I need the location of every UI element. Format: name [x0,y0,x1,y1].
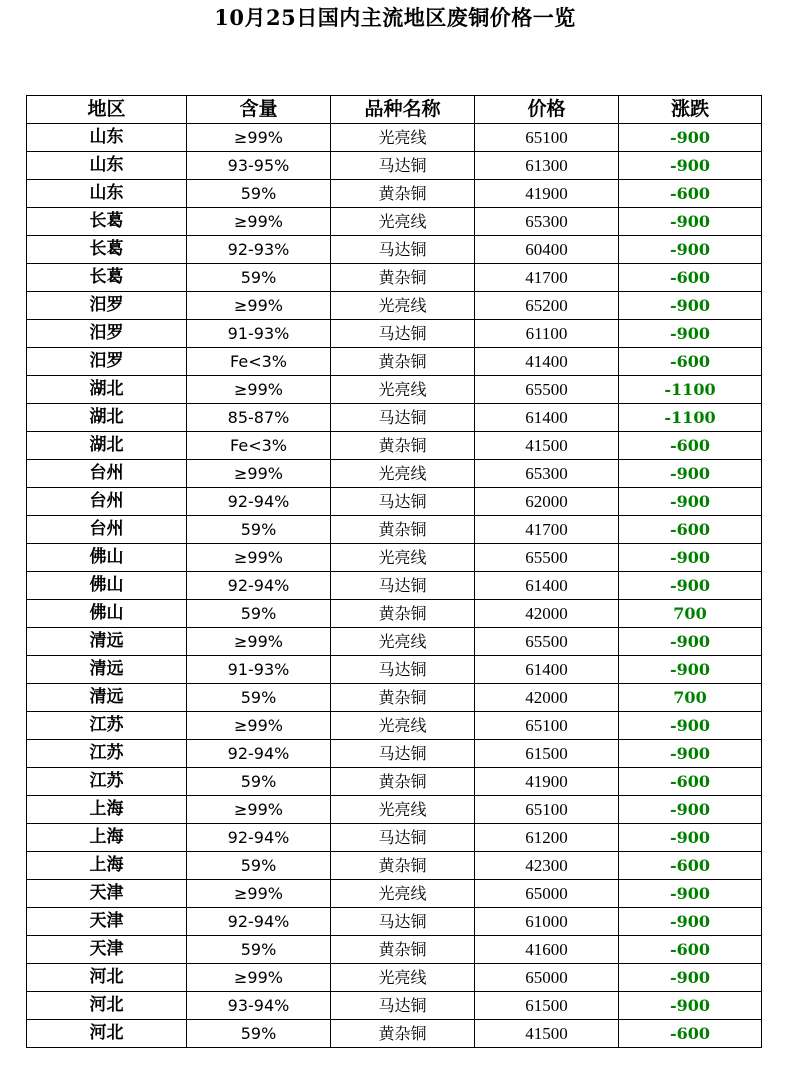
variety-cell: 光亮线 [331,376,475,404]
table-body [27,124,762,1048]
content-cell: 59% [187,600,331,628]
price-cell: 65500 [475,628,619,656]
price-cell: 65300 [475,208,619,236]
price-cell: 61500 [475,992,619,1020]
content-cell: ≥99% [187,544,331,572]
region-cell: 台州 [27,460,187,488]
region-cell: 山东 [27,152,187,180]
region-cell: 长葛 [27,236,187,264]
content-cell: ≥99% [187,292,331,320]
table-row [27,600,762,628]
header-change: 涨跌 [619,96,762,124]
variety-cell: 光亮线 [331,292,475,320]
table-row [27,488,762,516]
content-cell: 59% [187,852,331,880]
variety-cell: 黄杂铜 [331,936,475,964]
variety-cell: 马达铜 [331,656,475,684]
content-cell: 59% [187,516,331,544]
content-cell: ≥99% [187,712,331,740]
table-row [27,236,762,264]
variety-cell: 马达铜 [331,824,475,852]
region-cell: 山东 [27,180,187,208]
price-cell: 61400 [475,404,619,432]
variety-cell: 光亮线 [331,208,475,236]
price-cell: 61400 [475,656,619,684]
table-row [27,124,762,152]
region-cell: 湖北 [27,376,187,404]
price-cell: 65000 [475,880,619,908]
region-cell: 汨罗 [27,292,187,320]
price-cell: 41500 [475,1020,619,1048]
variety-cell: 光亮线 [331,124,475,152]
table-header-row [27,96,762,124]
table-row [27,628,762,656]
variety-cell: 黄杂铜 [331,684,475,712]
change-cell: -900 [619,460,762,488]
price-cell: 65200 [475,292,619,320]
price-cell: 60400 [475,236,619,264]
region-cell: 清远 [27,656,187,684]
price-cell: 42000 [475,684,619,712]
change-cell: -1100 [619,376,762,404]
content-cell: ≥99% [187,880,331,908]
table-row [27,880,762,908]
variety-cell: 黄杂铜 [331,768,475,796]
region-cell: 上海 [27,824,187,852]
price-cell: 61500 [475,740,619,768]
change-cell: -900 [619,824,762,852]
variety-cell: 马达铜 [331,908,475,936]
change-cell: -600 [619,180,762,208]
content-cell: 91-93% [187,320,331,348]
change-cell: -900 [619,544,762,572]
region-cell: 上海 [27,852,187,880]
content-cell: ≥99% [187,208,331,236]
price-cell: 61100 [475,320,619,348]
variety-cell: 马达铜 [331,740,475,768]
price-cell: 42000 [475,600,619,628]
table-row [27,208,762,236]
table-row [27,180,762,208]
table-row [27,348,762,376]
header-region: 地区 [27,96,187,124]
variety-cell: 黄杂铜 [331,348,475,376]
variety-cell: 黄杂铜 [331,1020,475,1048]
change-cell: -600 [619,348,762,376]
change-cell: -900 [619,236,762,264]
table-row [27,936,762,964]
variety-cell: 马达铜 [331,404,475,432]
change-cell: -600 [619,936,762,964]
table-row [27,796,762,824]
change-cell: -900 [619,740,762,768]
table-row [27,264,762,292]
price-cell: 65300 [475,460,619,488]
content-cell: 59% [187,1020,331,1048]
table-row [27,824,762,852]
price-cell: 61400 [475,572,619,600]
change-cell: -900 [619,152,762,180]
content-cell: 59% [187,684,331,712]
variety-cell: 黄杂铜 [331,600,475,628]
table-row [27,684,762,712]
region-cell: 天津 [27,936,187,964]
variety-cell: 黄杂铜 [331,264,475,292]
content-cell: 92-93% [187,236,331,264]
table-row [27,544,762,572]
content-cell: ≥99% [187,460,331,488]
region-cell: 上海 [27,796,187,824]
change-cell: 700 [619,600,762,628]
change-cell: -600 [619,768,762,796]
table-row [27,460,762,488]
region-cell: 江苏 [27,740,187,768]
change-cell: -600 [619,432,762,460]
region-cell: 佛山 [27,600,187,628]
content-cell: 92-94% [187,740,331,768]
region-cell: 河北 [27,992,187,1020]
content-cell: ≥99% [187,964,331,992]
price-cell: 62000 [475,488,619,516]
price-cell: 65500 [475,376,619,404]
content-cell: 93-95% [187,152,331,180]
table-row [27,712,762,740]
content-cell: 59% [187,180,331,208]
price-cell: 41700 [475,516,619,544]
content-cell: 85-87% [187,404,331,432]
region-cell: 天津 [27,908,187,936]
variety-cell: 光亮线 [331,712,475,740]
content-cell: Fe<3% [187,348,331,376]
content-cell: ≥99% [187,796,331,824]
change-cell: -900 [619,628,762,656]
change-cell: -600 [619,516,762,544]
table-row [27,320,762,348]
content-cell: 91-93% [187,656,331,684]
table-row [27,852,762,880]
price-cell: 61300 [475,152,619,180]
variety-cell: 马达铜 [331,488,475,516]
price-cell: 65100 [475,124,619,152]
content-cell: 92-94% [187,908,331,936]
change-cell: -600 [619,1020,762,1048]
region-cell: 河北 [27,1020,187,1048]
price-cell: 41600 [475,936,619,964]
content-cell: ≥99% [187,376,331,404]
table-row [27,1020,762,1048]
table-row [27,992,762,1020]
page-title: 10月25日国内主流地区废铜价格一览 [214,5,576,30]
price-cell: 41400 [475,348,619,376]
price-cell: 42300 [475,852,619,880]
region-cell: 台州 [27,488,187,516]
content-cell: ≥99% [187,124,331,152]
variety-cell: 黄杂铜 [331,180,475,208]
price-cell: 65100 [475,796,619,824]
variety-cell: 光亮线 [331,796,475,824]
change-cell: -900 [619,572,762,600]
content-cell: 59% [187,264,331,292]
variety-cell: 光亮线 [331,628,475,656]
change-cell: -900 [619,124,762,152]
region-cell: 佛山 [27,572,187,600]
table-row [27,292,762,320]
region-cell: 长葛 [27,264,187,292]
price-cell: 41900 [475,180,619,208]
variety-cell: 光亮线 [331,544,475,572]
variety-cell: 马达铜 [331,320,475,348]
table-row [27,376,762,404]
variety-cell: 黄杂铜 [331,516,475,544]
variety-cell: 马达铜 [331,572,475,600]
table-row [27,432,762,460]
change-cell: -900 [619,656,762,684]
content-cell: 92-94% [187,824,331,852]
change-cell: -600 [619,852,762,880]
change-cell: -900 [619,208,762,236]
content-cell: Fe<3% [187,432,331,460]
price-cell: 61000 [475,908,619,936]
region-cell: 清远 [27,628,187,656]
price-cell: 65500 [475,544,619,572]
region-cell: 湖北 [27,432,187,460]
change-cell: -900 [619,908,762,936]
change-cell: -900 [619,320,762,348]
variety-cell: 黄杂铜 [331,852,475,880]
variety-cell: 光亮线 [331,964,475,992]
table-row [27,572,762,600]
variety-cell: 光亮线 [331,880,475,908]
change-cell: -900 [619,292,762,320]
region-cell: 清远 [27,684,187,712]
region-cell: 佛山 [27,544,187,572]
table-row [27,404,762,432]
table-row [27,964,762,992]
price-cell: 41700 [475,264,619,292]
content-cell: 92-94% [187,572,331,600]
header-variety: 品种名称 [331,96,475,124]
region-cell: 汨罗 [27,320,187,348]
table-row [27,152,762,180]
region-cell: 台州 [27,516,187,544]
change-cell: -900 [619,992,762,1020]
variety-cell: 马达铜 [331,236,475,264]
change-cell: 700 [619,684,762,712]
region-cell: 山东 [27,124,187,152]
change-cell: -900 [619,488,762,516]
content-cell: 93-94% [187,992,331,1020]
change-cell: -1100 [619,404,762,432]
variety-cell: 光亮线 [331,460,475,488]
price-cell: 41500 [475,432,619,460]
scrap-copper-price-table [26,95,762,1048]
content-cell: 59% [187,768,331,796]
table-row [27,740,762,768]
price-cell: 65100 [475,712,619,740]
content-cell: ≥99% [187,628,331,656]
change-cell: -600 [619,264,762,292]
content-cell: 92-94% [187,488,331,516]
table-row [27,516,762,544]
region-cell: 湖北 [27,404,187,432]
change-cell: -900 [619,880,762,908]
change-cell: -900 [619,796,762,824]
variety-cell: 马达铜 [331,992,475,1020]
table-row [27,908,762,936]
region-cell: 江苏 [27,712,187,740]
variety-cell: 黄杂铜 [331,432,475,460]
region-cell: 长葛 [27,208,187,236]
content-cell: 59% [187,936,331,964]
table-row [27,656,762,684]
region-cell: 河北 [27,964,187,992]
region-cell: 江苏 [27,768,187,796]
header-price: 价格 [475,96,619,124]
price-cell: 61200 [475,824,619,852]
change-cell: -900 [619,964,762,992]
region-cell: 天津 [27,880,187,908]
variety-cell: 马达铜 [331,152,475,180]
region-cell: 汨罗 [27,348,187,376]
price-cell: 41900 [475,768,619,796]
table-row [27,768,762,796]
change-cell: -900 [619,712,762,740]
price-cell: 65000 [475,964,619,992]
header-content: 含量 [187,96,331,124]
